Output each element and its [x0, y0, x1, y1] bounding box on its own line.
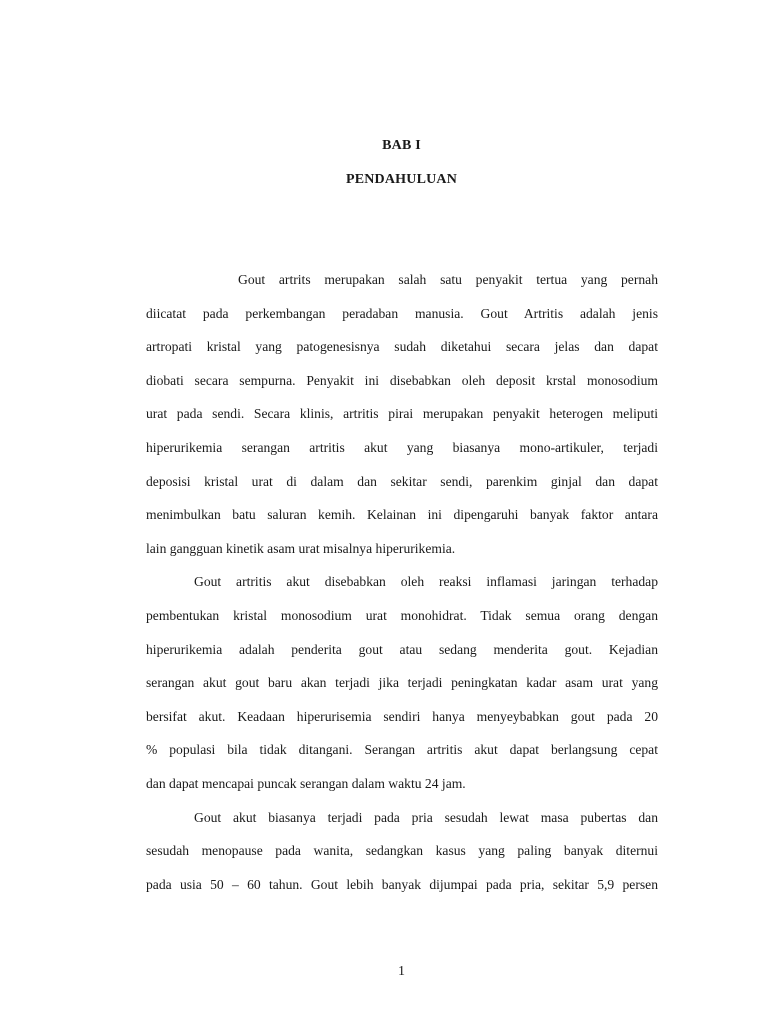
text-line: sesudah menopause pada wanita, sedangkan kasus yang paling banyak diternui — [146, 843, 658, 859]
text-line: bersifat akut. Keadaan hiperurisemia sendiri hanya menyeybabkan gout pada 20 — [146, 708, 658, 724]
text-line: deposisi kristal urat di dalam dan sekitar sendi, parenkim ginjal dan dapat — [146, 473, 658, 489]
text-line: % populasi bila tidak ditangani. Serangan artritis akut dapat berlangsung cepat — [146, 742, 658, 758]
text-line: pembentukan kristal monosodium urat monohidrat. Tidak semua orang dengan — [146, 607, 658, 623]
text-line: menimbulkan batu saluran kemih. Kelainan ini dipengaruhi banyak faktor antara — [146, 507, 658, 523]
text-line: Gout artritis akut disebabkan oleh reaksi inflamasi jaringan terhadap — [194, 574, 658, 590]
text-line: Gout artrits merupakan salah satu penyakit tertua yang pernah — [238, 272, 658, 287]
text-line: dan dapat mencapai puncak serangan dalam waktu 24 jam. — [146, 775, 466, 791]
text-line: pada usia 50 – 60 tahun. Gout lebih banyak dijumpai pada pria, sekitar 5,9 persen — [146, 876, 658, 892]
text-line: diobati secara sempurna. Penyakit ini disebabkan oleh deposit krstal monosodium — [146, 372, 658, 388]
text-line: artropati kristal yang patogenesisnya sudah diketahui secara jelas dan dapat — [146, 339, 658, 355]
text-line: serangan akut gout baru akan terjadi jika terjadi peningkatan kadar asam urat yang — [146, 675, 658, 691]
text-line: urat pada sendi. Secara klinis, artritis pirai merupakan penyakit heterogen meliputi — [146, 406, 658, 422]
text-line: Gout akut biasanya terjadi pada pria sesudah lewat masa pubertas dan — [194, 809, 658, 825]
text-line: hiperurikemia serangan artritis akut yang biasanya mono-artikuler, terjadi — [146, 439, 658, 455]
text-line: lain gangguan kinetik asam urat misalnya hiperurikemia. — [146, 540, 456, 556]
page-number: 1 — [398, 964, 405, 979]
text-line: diicatat pada perkembangan peradaban manusia. Gout Artritis adalah jenis — [146, 305, 658, 321]
chapter-title: PENDAHULUAN — [345, 172, 458, 187]
body-text — [146, 268, 658, 906]
text-line: hiperurikemia adalah penderita gout atau sedang menderita gout. Kejadian — [146, 641, 658, 657]
chapter-label: BAB I — [382, 138, 421, 153]
